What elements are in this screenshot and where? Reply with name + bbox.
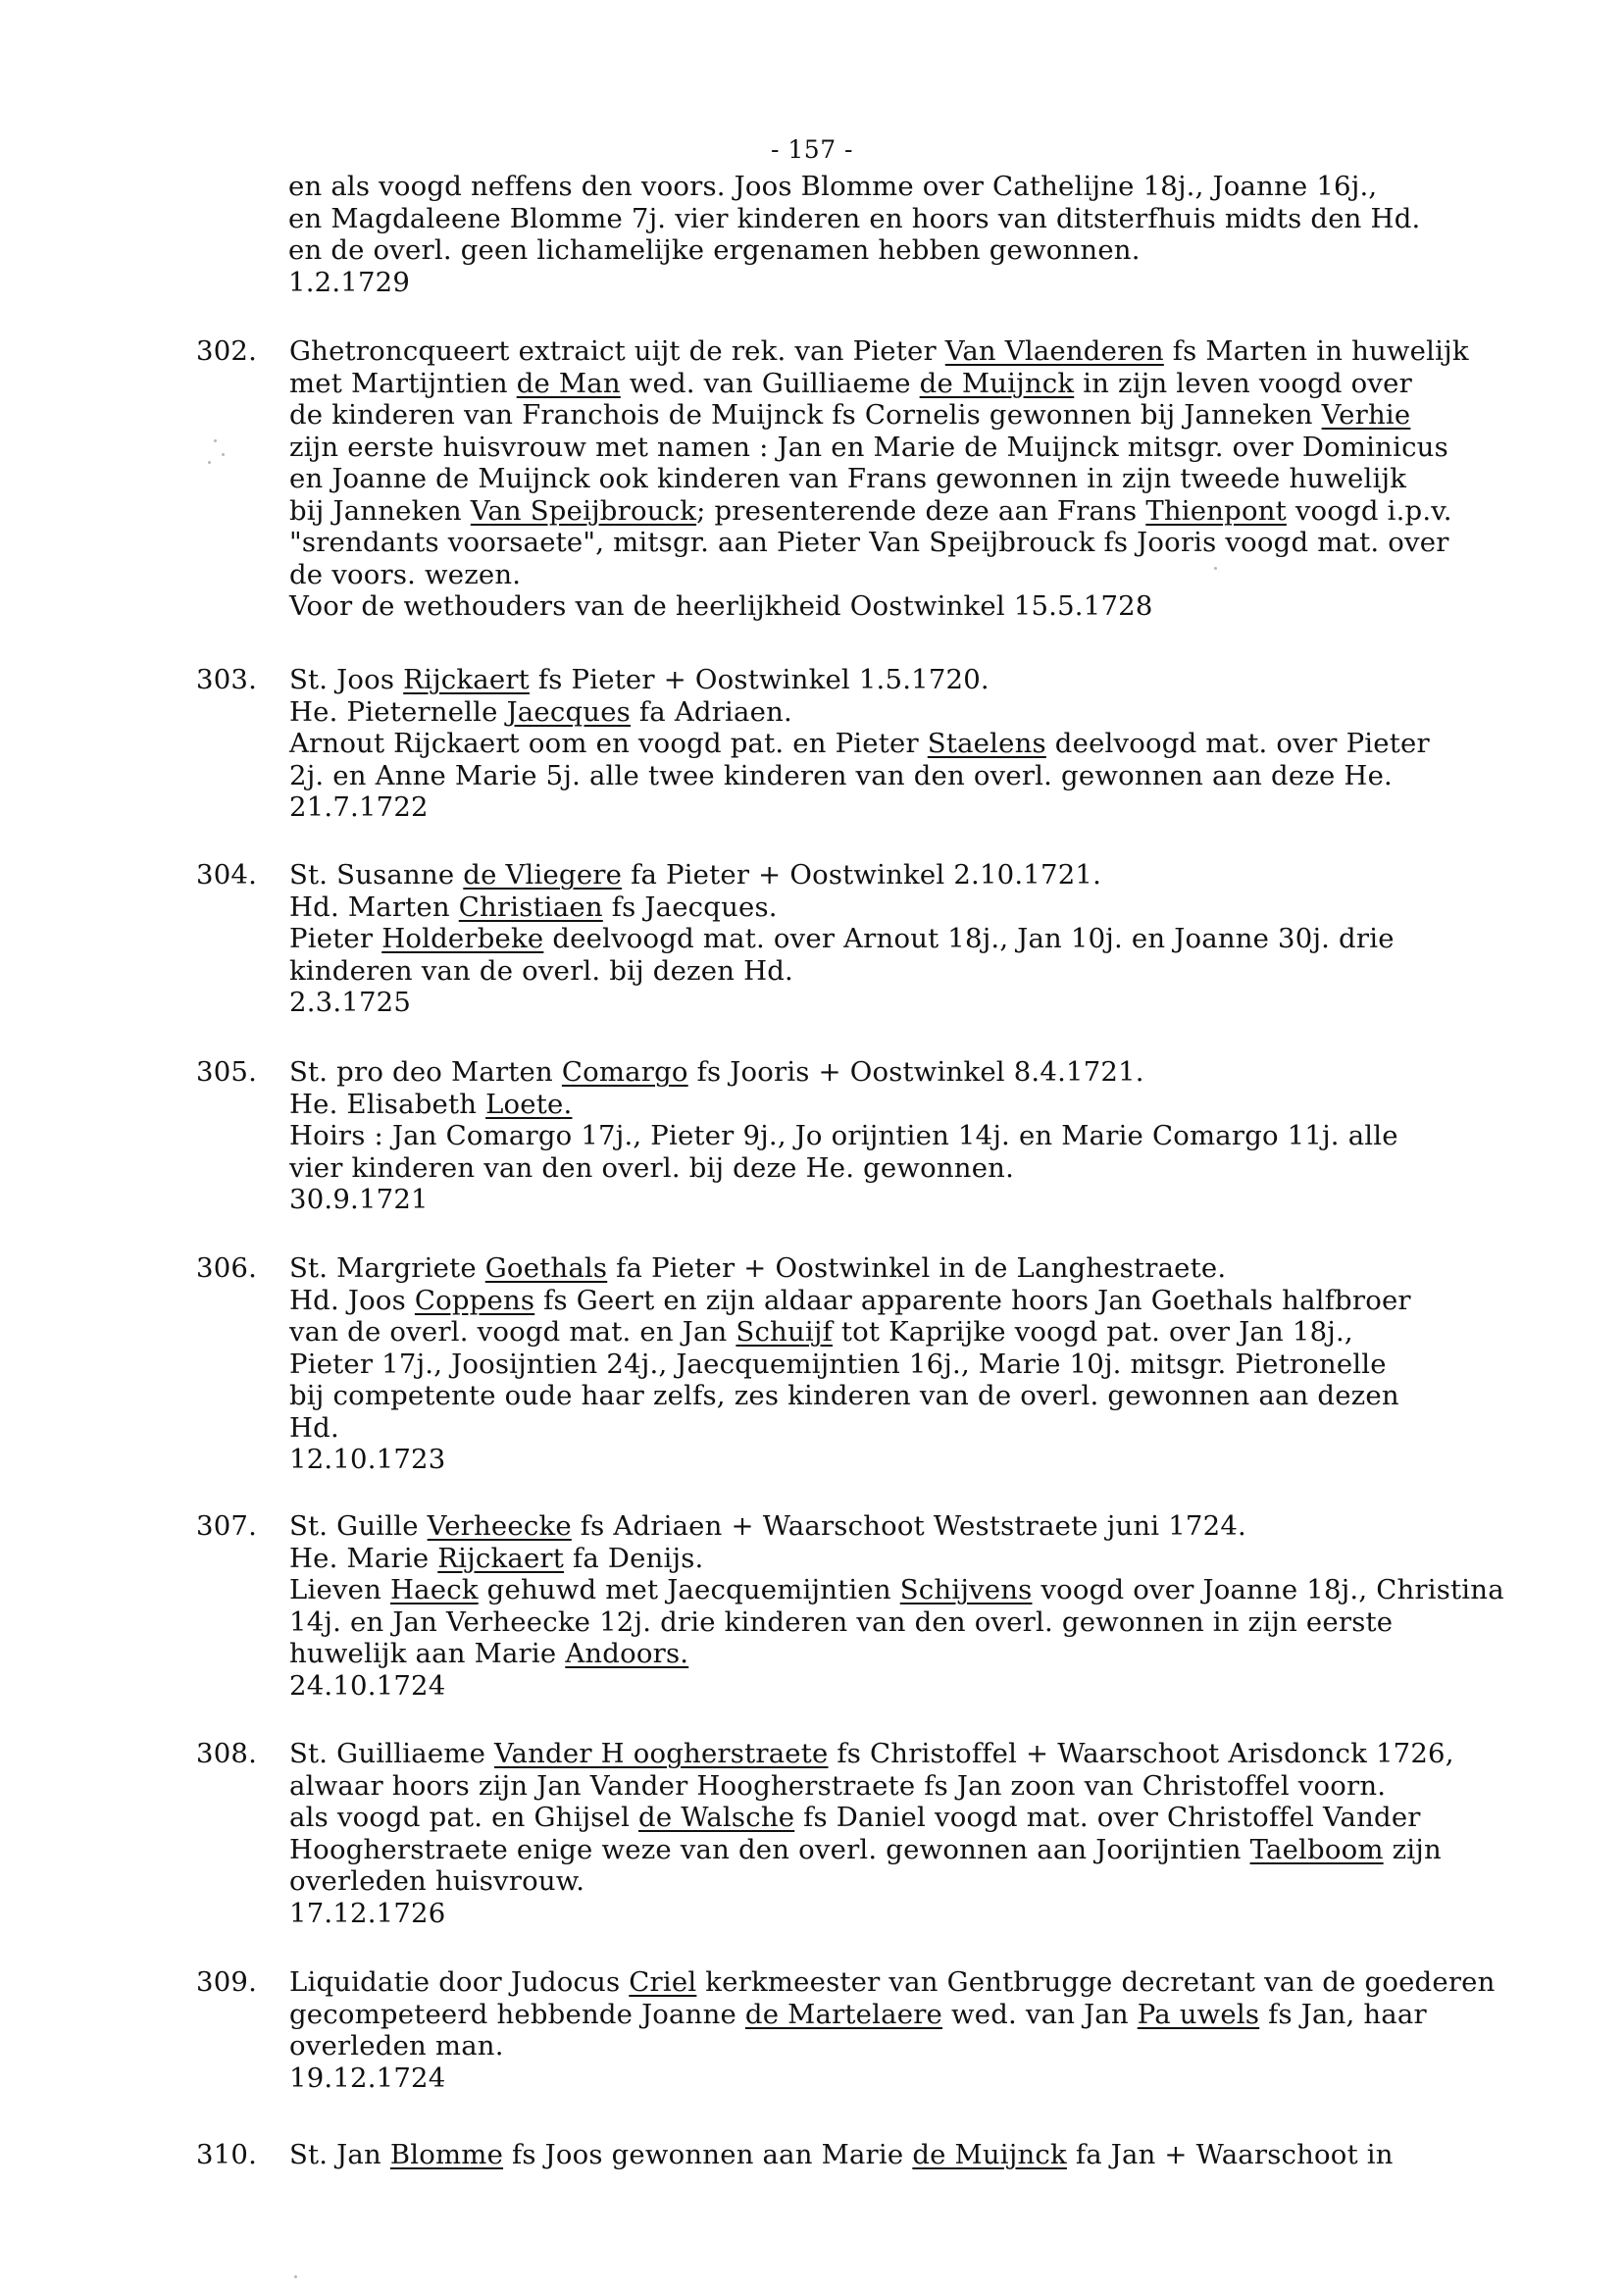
underlined-surname: de Martelaere — [744, 1998, 943, 2030]
text-line: He. Pieternelle Jaecques fa Adriaen. — [289, 695, 792, 728]
text-line: 305. St. pro deo Marten Comargo fs Jooris + Oostwinkel 8.4.1721. — [196, 1056, 1144, 1088]
text-line: Hd. Joos Coppens fs Geert en zijn aldaar apparente hoors Jan Goethals halfbroer — [289, 1284, 1411, 1316]
text-line: alwaar hoors zijn Jan Vander Hoogherstraete fs Jan zoon van Christoffel voorn. — [289, 1769, 1387, 1802]
text-line: 1.2.1729 — [288, 266, 411, 298]
text-line: 24.10.1724 — [289, 1669, 446, 1702]
text-line: 2j. en Anne Marie 5j. alle twee kinderen van den overl. gewonnen aan deze He. — [289, 759, 1394, 791]
underlined-surname: Schuijf — [736, 1316, 833, 1348]
text-line: Hoogherstraete enige weze van den overl. gewonnen aan Joorijntien Taelboom zijn — [289, 1833, 1442, 1865]
scan-speck — [294, 2275, 297, 2278]
underlined-surname: Comargo — [561, 1056, 688, 1088]
entry-number: 310. — [196, 2139, 258, 2170]
text-line: kinderen van de overl. bij dezen Hd. — [289, 954, 794, 987]
text-line: overleden huisvrouw. — [289, 1865, 585, 1897]
text-line: en Magdaleene Blomme 7j. vier kinderen en hoors van ditsterfhuis midts den Hd. — [288, 202, 1421, 234]
text-line: 307. St. Guille Verheecke fs Adriaen + Waarschoot Weststraete juni 1724. — [196, 1510, 1246, 1542]
underlined-surname: de Man — [516, 367, 621, 399]
text-line: vier kinderen van den overl. bij deze He. gewonnen. — [289, 1151, 1015, 1184]
entry-number: 307. — [196, 1510, 258, 1542]
entry-306 — [196, 1252, 1589, 1476]
underlined-surname: Loete. — [485, 1088, 573, 1120]
text-line: 19.12.1724 — [289, 2062, 446, 2094]
underlined-surname: Verheecke — [427, 1510, 572, 1542]
entry-302 — [196, 335, 1589, 623]
text-line: Hoirs : Jan Comargo 17j., Pieter 9j., Jo orijntien 14j. en Marie Comargo 11j. alle — [289, 1120, 1398, 1151]
entry-309 — [196, 1966, 1589, 2094]
text-line: huwelijk aan Marie Andoors. — [289, 1638, 689, 1669]
entry-number: 304. — [196, 859, 258, 891]
underlined-surname: Vander H oogherstraete — [494, 1738, 829, 1769]
entry-310 — [196, 2139, 1589, 2171]
text-line: 12.10.1723 — [289, 1444, 446, 1475]
text-line: de voors. wezen. — [289, 558, 522, 590]
scan-speck — [222, 453, 225, 456]
scan-speck — [214, 439, 217, 442]
entry-308 — [196, 1738, 1589, 1929]
text-line: Hd. — [289, 1411, 339, 1444]
text-line: 2.3.1725 — [289, 987, 412, 1018]
text-line: 30.9.1721 — [289, 1184, 429, 1215]
underlined-surname: Rijckaert — [403, 664, 530, 695]
entry-number: 302. — [196, 335, 258, 367]
underlined-surname: de Muijnck — [919, 367, 1075, 399]
entry-number: 308. — [196, 1738, 258, 1769]
text-line: 310. St. Jan Blomme fs Joos gewonnen aan Marie de Muijnck fa Jan + Waarschoot in — [196, 2139, 1394, 2170]
text-line: en de overl. geen lichamelijke ergenamen hebben gewonnen. — [288, 234, 1141, 266]
entry-305 — [196, 1056, 1589, 1216]
underlined-surname: de Muijnck — [912, 2139, 1067, 2170]
text-line: 17.12.1726 — [289, 1897, 446, 1929]
entry-number: 309. — [196, 1966, 258, 1998]
intro-paragraph — [288, 171, 1624, 298]
text-line: Pieter Holderbeke deelvoogd mat. over Arnout 18j., Jan 10j. en Joanne 30j. drie — [289, 923, 1395, 954]
text-line: gecompeteerd hebbende Joanne de Martelaere wed. van Jan Pa uwels fs Jan, haar — [289, 1998, 1427, 2030]
text-line: 309. Liquidatie door Judocus Criel kerkmeester van Gentbrugge decretant van de goederen — [196, 1966, 1496, 1998]
entry-303 — [196, 664, 1589, 824]
page-number: - 157 - — [770, 135, 853, 164]
underlined-surname: Criel — [629, 1966, 697, 1998]
text-line: 306. St. Margriete Goethals fa Pieter + Oostwinkel in de Langhestraete. — [196, 1252, 1227, 1284]
underlined-surname: Goethals — [484, 1252, 608, 1284]
entry-number: 306. — [196, 1252, 258, 1284]
underlined-surname: Pa uwels — [1137, 1998, 1260, 2030]
text-line: Arnout Rijckaert oom en voogd pat. en Pieter Staelens deelvoogd mat. over Pieter — [289, 728, 1430, 759]
underlined-surname: Haeck — [390, 1574, 479, 1605]
underlined-surname: Verhie — [1321, 399, 1411, 431]
underlined-surname: Jaecques — [506, 695, 631, 728]
text-line: overleden man. — [289, 2030, 504, 2062]
entry-number: 303. — [196, 664, 258, 695]
underlined-surname: Holderbeke — [381, 923, 544, 954]
underlined-surname: de Walsche — [638, 1802, 795, 1833]
text-line: 308. St. Guilliaeme Vander H oogherstraete fs Christoffel + Waarschoot Arisdonck 1726, — [196, 1738, 1454, 1769]
underlined-surname: Taelboom — [1249, 1833, 1384, 1865]
underlined-surname: de Vliegere — [463, 859, 623, 891]
underlined-surname: Christiaen — [458, 891, 603, 923]
text-line: 304. St. Susanne de Vliegere fa Pieter + Oostwinkel 2.10.1721. — [196, 859, 1102, 891]
text-line: met Martijntien de Man wed. van Guilliaeme de Muijnck in zijn leven voogd over — [289, 367, 1412, 399]
entry-307 — [196, 1510, 1589, 1702]
scan-speck — [1214, 567, 1217, 570]
text-line: als voogd pat. en Ghijsel de Walsche fs Daniel voogd mat. over Christoffel Vander — [289, 1802, 1421, 1833]
text-line: He. Marie Rijckaert fa Denijs. — [289, 1542, 704, 1574]
text-line: 21.7.1722 — [289, 791, 429, 823]
text-line: 302. Ghetroncqueert extraict uijt de rek. van Pieter Van Vlaenderen fs Marten in huwelijk — [196, 335, 1469, 367]
underlined-surname: Rijckaert — [437, 1542, 565, 1574]
underlined-surname: Schijvens — [899, 1574, 1033, 1605]
text-line: en Joanne de Muijnck ook kinderen van Frans gewonnen in zijn tweede huwelijk — [289, 463, 1407, 494]
text-line: 303. St. Joos Rijckaert fs Pieter + Oostwinkel 1.5.1720. — [196, 664, 990, 695]
text-line: en als voogd neffens den voors. Joos Blomme over Cathelijne 18j., Joanne 16j., — [288, 171, 1378, 202]
text-line: "srendants voorsaete", mitsgr. aan Pieter Van Speijbrouck fs Jooris voogd mat. over — [289, 527, 1449, 558]
text-line: Pieter 17j., Joosijntien 24j., Jaecquemijntien 16j., Marie 10j. mitsgr. Pietronelle — [289, 1348, 1387, 1380]
underlined-surname: Staelens — [927, 728, 1046, 759]
underlined-surname: Thienpont — [1145, 494, 1287, 527]
underlined-surname: Van Speijbrouck — [470, 494, 697, 527]
text-line: de kinderen van Franchois de Muijnck fs Cornelis gewonnen bij Janneken Verhie — [289, 399, 1411, 431]
entry-number: 305. — [196, 1056, 258, 1088]
scan-speck — [208, 461, 211, 464]
text-line: 14j. en Jan Verheecke 12j. drie kinderen van den overl. gewonnen in zijn eerste — [289, 1605, 1394, 1638]
text-line: Voor de wethouders van de heerlijkheid Oostwinkel 15.5.1728 — [289, 590, 1153, 622]
text-line: Hd. Marten Christiaen fs Jaecques. — [289, 891, 778, 923]
text-line: zijn eerste huisvrouw met namen : Jan en Marie de Muijnck mitsgr. over Dominicus — [289, 431, 1448, 463]
entry-304 — [196, 859, 1589, 1019]
text-line: Lieven Haeck gehuwd met Jaecquemijntien Schijvens voogd over Joanne 18j., Christina — [289, 1574, 1504, 1605]
underlined-surname: Coppens — [414, 1284, 535, 1316]
underlined-surname: Van Vlaenderen — [944, 335, 1164, 367]
text-line: bij competente oude haar zelfs, zes kinderen van de overl. gewonnen aan dezen — [289, 1380, 1399, 1411]
underlined-surname: Andoors. — [565, 1638, 689, 1669]
text-line: van de overl. voogd mat. en Jan Schuijf tot Kaprijke voogd pat. over Jan 18j., — [289, 1316, 1353, 1348]
text-line: He. Elisabeth Loete. — [289, 1088, 573, 1120]
text-line: bij Janneken Van Speijbrouck; presenterende deze aan Frans Thienpont voogd i.p.v. — [289, 494, 1452, 527]
underlined-surname: Blomme — [389, 2139, 504, 2170]
